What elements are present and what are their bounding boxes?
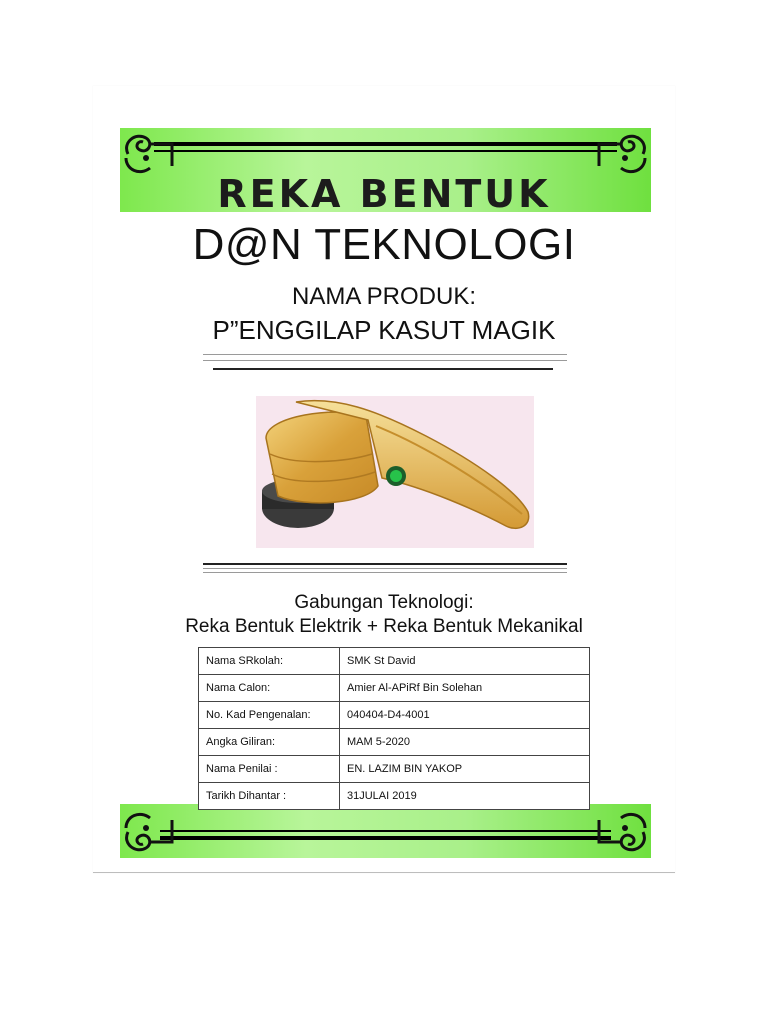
bottom-banner [120, 804, 651, 858]
banner-rule-bottom [160, 836, 611, 840]
product-name: P”ENGGILAP KASUT MAGIK [212, 315, 556, 345]
shoe-polisher-image [256, 396, 534, 548]
scroll-ornament-icon [120, 804, 190, 858]
row-value: EN. LAZIM BIN YAKOP [340, 756, 590, 783]
banner-title: REKA BENTUK [217, 172, 551, 216]
table-row [199, 648, 590, 675]
table-row [199, 702, 590, 729]
row-value: 31JULAI 2019 [340, 783, 590, 810]
row-label: Tarikh Dihantar : [199, 783, 340, 810]
banner-rule-bottom-thin [160, 830, 611, 832]
row-value: SMK St David [340, 648, 590, 675]
row-value: 040404-D4-4001 [340, 702, 590, 729]
table-row [199, 756, 590, 783]
page-title: D@N TEKNOLOGI [192, 220, 576, 269]
product-photo [256, 396, 534, 548]
banner-rule-top [154, 142, 617, 146]
divider [203, 563, 567, 565]
row-value: Amier Al-APiRf Bin Solehan [340, 675, 590, 702]
row-label: Angka Giliran: [199, 729, 340, 756]
divider [203, 568, 567, 569]
product-label: NAMA PRODUK: [291, 283, 477, 310]
row-label: Nama Calon: [199, 675, 340, 702]
candidate-info-table [198, 647, 590, 810]
row-label: Nama SRkolah: [199, 648, 340, 675]
divider [203, 572, 567, 573]
table-row [199, 675, 590, 702]
document-page [93, 86, 675, 873]
row-label: Nama Penilai : [199, 756, 340, 783]
banner-rule-top-thin [154, 150, 617, 152]
row-label: No. Kad Pengenalan: [199, 702, 340, 729]
scroll-ornament-icon [581, 804, 651, 858]
row-value: MAM 5-2020 [340, 729, 590, 756]
table-row [199, 783, 590, 810]
divider [213, 368, 553, 370]
divider [203, 354, 567, 355]
technology-subheading: Reka Bentuk Elektrik + Reka Bentuk Mekanikal [185, 616, 583, 637]
table-row [199, 729, 590, 756]
divider [203, 360, 567, 361]
technology-heading: Gabungan Teknologi: [294, 592, 474, 613]
